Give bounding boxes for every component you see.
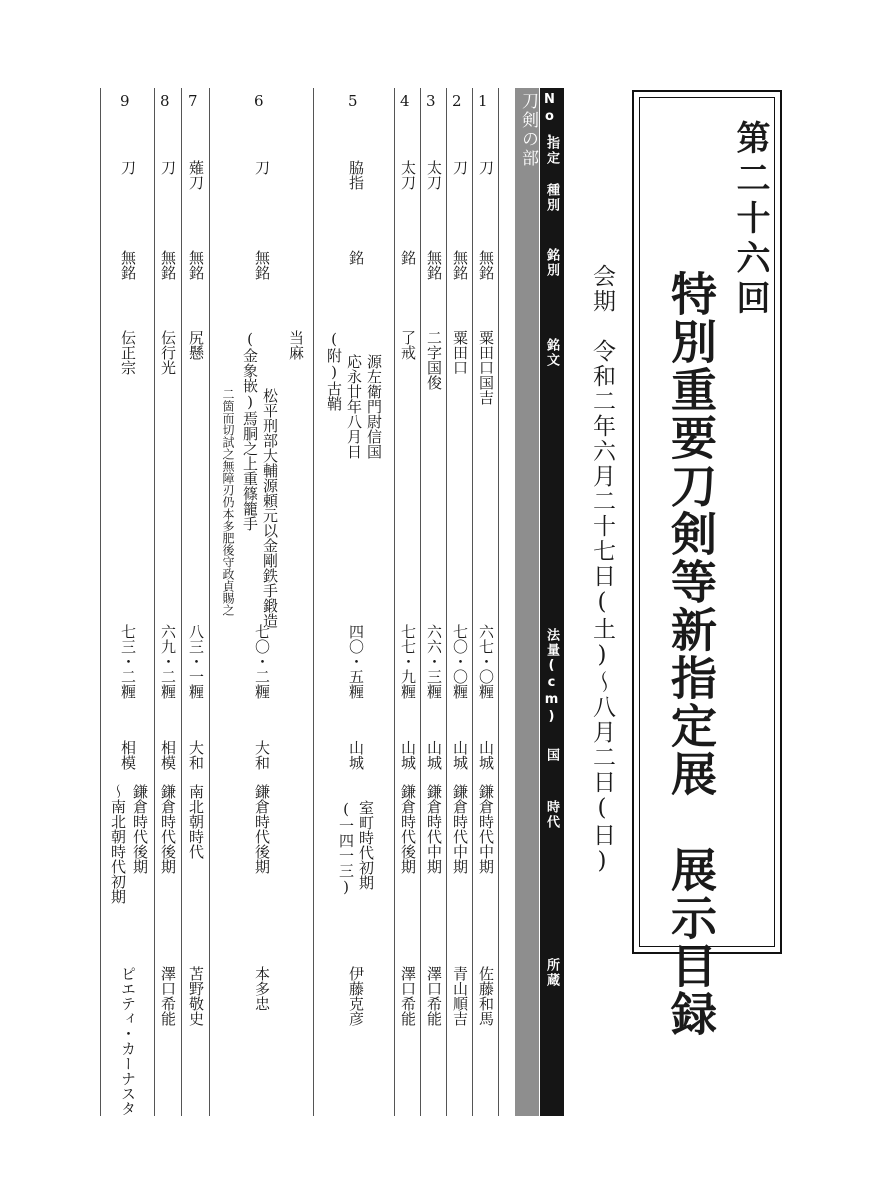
item-length: 七七・九糎 — [399, 624, 417, 699]
row-divider — [209, 88, 210, 1116]
section-title: 刀剣の部 — [518, 92, 538, 168]
item-length: 七〇・〇糎 — [451, 624, 469, 699]
item-inscription: 応永廿年八月日 — [345, 354, 363, 459]
item-type: 太刀 — [425, 160, 443, 190]
row-divider — [472, 88, 473, 1116]
item-no: 9 — [120, 92, 130, 110]
header-type: 指定 種別 — [544, 136, 559, 213]
row-divider — [181, 88, 182, 1116]
item-owner: 澤口希能 — [425, 966, 443, 1026]
section-bar — [515, 88, 539, 1116]
row-divider — [394, 88, 395, 1116]
item-province: 相模 — [159, 740, 177, 770]
item-type: 刀 — [477, 160, 495, 175]
item-length: 四〇・五糎 — [347, 624, 365, 699]
item-type: 刀 — [159, 160, 177, 175]
row-divider — [154, 88, 155, 1116]
item-inscription: 源左衛門尉信国 — [365, 354, 383, 459]
item-no: 2 — [452, 92, 462, 110]
item-inscription: 二箇而切試之無障刃仍本多肥後守政貞賜之 — [221, 388, 235, 616]
item-inscription: 二字国俊 — [425, 330, 443, 390]
title-inner-border — [639, 97, 775, 1038]
item-inscription: 尻懸 — [187, 330, 205, 360]
item-no: 8 — [160, 92, 170, 110]
item-owner: ピエティ・カーナスタ — [119, 966, 137, 1116]
item-era: 鎌倉時代後期 — [399, 784, 417, 874]
item-province: 山城 — [425, 740, 443, 770]
row-divider — [100, 88, 101, 1116]
item-type: 太刀 — [399, 160, 417, 190]
item-owner: 青山順吉 — [451, 966, 469, 1026]
item-mei: 無銘 — [187, 250, 205, 280]
item-era: 鎌倉時代中期 — [451, 784, 469, 874]
header-inscription: 銘文 — [544, 338, 559, 368]
item-type: 刀 — [253, 160, 271, 175]
item-inscription: (金象嵌)焉胴之上重篠籠手 — [241, 330, 259, 531]
item-length: 六七・〇糎 — [477, 624, 495, 699]
row-divider — [446, 88, 447, 1116]
item-province: 大和 — [253, 740, 271, 770]
item-era-end: 〜南北朝時代初期 — [109, 784, 127, 904]
title-box — [632, 90, 782, 1038]
row-divider — [498, 88, 499, 1116]
header-no: No. — [542, 92, 557, 143]
item-inscription-note: (附)古鞘 — [325, 330, 343, 411]
exhibition-period: 会期 令和二年六月二十七日(土)〜八月二日(日) — [589, 264, 615, 876]
item-province: 山城 — [347, 740, 365, 770]
item-length: 八三・一糎 — [187, 624, 205, 699]
item-era-year: (一四一三) — [337, 800, 355, 896]
item-owner: 苫野敬史 — [187, 966, 205, 1026]
header-mei-type: 銘別 — [544, 248, 559, 278]
item-mei: 無銘 — [425, 250, 443, 280]
item-era: 鎌倉時代後期 — [253, 784, 271, 874]
item-owner: 本多忠 — [253, 966, 271, 1011]
item-era: 室町時代初期 — [357, 800, 375, 890]
item-mei: 無銘 — [159, 250, 177, 280]
item-inscription: 粟田口国吉 — [477, 330, 495, 405]
item-owner: 澤口希能 — [399, 966, 417, 1026]
item-no: 4 — [400, 92, 410, 110]
item-era: 鎌倉時代中期 — [477, 784, 495, 874]
item-owner: 佐藤和馬 — [477, 966, 495, 1026]
item-era: 鎌倉時代後期 — [131, 784, 149, 874]
header-length: 法量(cm) — [544, 628, 559, 726]
item-no: 1 — [478, 92, 488, 110]
item-type: 脇指 — [347, 160, 365, 190]
item-length: 七〇・二糎 — [253, 624, 271, 699]
item-type: 刀 — [451, 160, 469, 175]
item-no: 6 — [254, 92, 264, 110]
item-province: 大和 — [187, 740, 205, 770]
item-no: 7 — [188, 92, 198, 110]
item-inscription: 粟田口 — [451, 330, 469, 375]
item-province: 山城 — [451, 740, 469, 770]
item-mei: 無銘 — [477, 250, 495, 280]
item-inscription: 当麻 — [287, 330, 305, 360]
item-inscription: 伝行光 — [159, 330, 177, 375]
header-province: 国 — [544, 748, 559, 763]
item-length: 六六・三糎 — [425, 624, 443, 699]
item-owner: 伊藤克彦 — [347, 966, 365, 1026]
item-era: 鎌倉時代後期 — [159, 784, 177, 874]
item-province: 山城 — [477, 740, 495, 770]
item-inscription: 了戒 — [399, 330, 417, 360]
item-length: 六九・二糎 — [159, 624, 177, 699]
item-mei: 銘 — [347, 250, 365, 265]
item-era: 鎌倉時代中期 — [425, 784, 443, 874]
item-owner: 澤口希能 — [159, 966, 177, 1026]
item-inscription: 伝正宗 — [119, 330, 137, 375]
item-era: 南北朝時代 — [187, 784, 205, 859]
header-owner: 所蔵 — [544, 958, 559, 988]
header-era: 時代 — [544, 800, 559, 830]
row-divider — [313, 88, 314, 1116]
title-edition: 第二十六回 — [730, 120, 770, 320]
item-type: 刀 — [119, 160, 137, 175]
item-mei: 無銘 — [451, 250, 469, 280]
item-inscription: 松平刑部大輔源頼元以金剛鉄手鍛造 — [261, 388, 279, 628]
item-province: 相模 — [119, 740, 137, 770]
item-no: 3 — [426, 92, 436, 110]
item-length: 七三・二糎 — [119, 624, 137, 699]
item-mei: 無銘 — [253, 250, 271, 280]
item-province: 山城 — [399, 740, 417, 770]
row-divider — [420, 88, 421, 1116]
item-type: 薙刀 — [187, 160, 205, 190]
item-mei: 無銘 — [119, 250, 137, 280]
table-header — [540, 88, 564, 1116]
item-mei: 銘 — [399, 250, 417, 265]
item-no: 5 — [348, 92, 358, 110]
page-title: 特別重要刀剣等新指定展 展示目録 — [664, 270, 718, 1038]
